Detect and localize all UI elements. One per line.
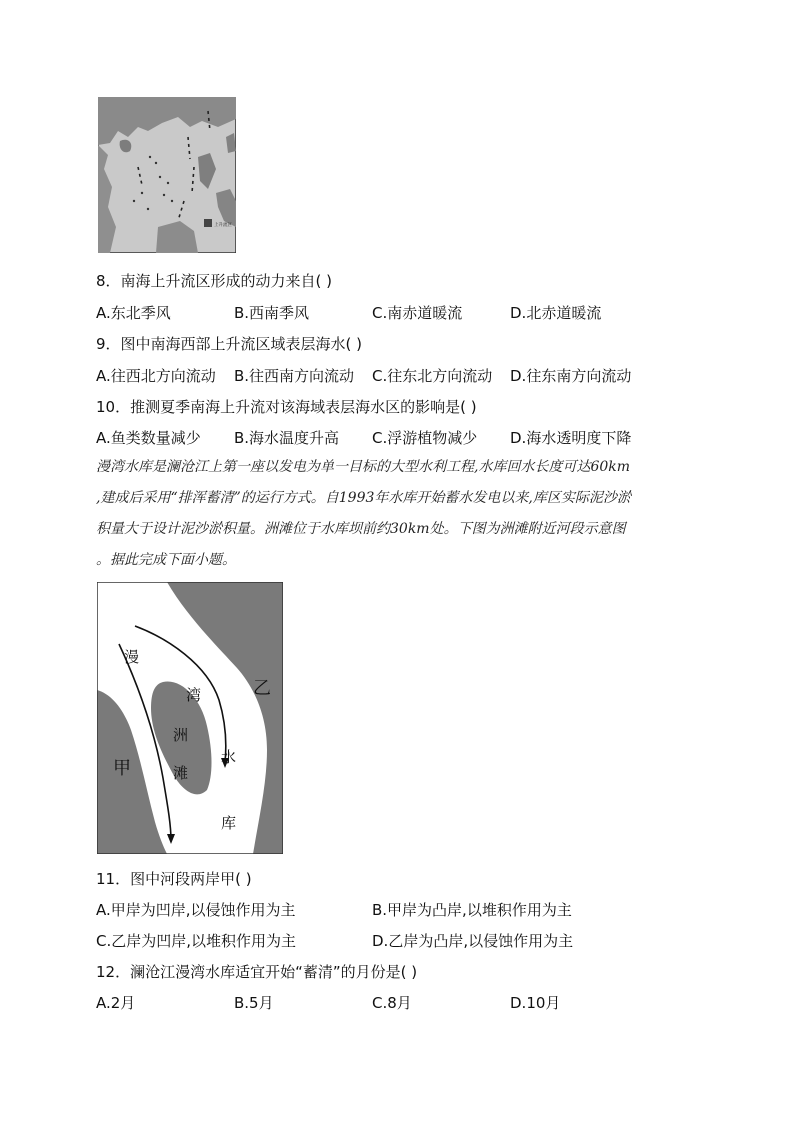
q12-option-a: A.2月 [96,994,136,1012]
map-legend-text: 上升流区 [214,223,232,228]
label-man: 漫 [124,648,140,666]
q12-option-c: C.8月 [372,994,412,1012]
q10-option-b: B.海水温度升高 [234,429,340,447]
question-9-stem: 9．图中南海西部上升流区域表层海水( ) [96,335,363,353]
label-tan: 滩 [173,764,189,782]
q9-option-c: C.往东北方向流动 [372,367,493,385]
passage-line: ,建成后采用“排浑蓄清”的运行方式。自1993年水库开始蓄水发电以来,库区实际泥沙淤 [96,490,631,506]
upwelling-map [98,97,236,253]
q9-option-d: D.往东南方向流动 [510,367,632,385]
q11-option-a: A.甲岸为凹岸,以侵蚀作用为主 [96,901,296,919]
q12-option-b: B.5月 [234,994,274,1012]
q11-option-b: B.甲岸为凸岸,以堆积作用为主 [372,901,572,919]
river-diagram-graphic [97,582,283,854]
passage [96,452,700,576]
label-yi-bank: 乙 [253,678,271,699]
q9-option-b: B.往西南方向流动 [234,367,355,385]
q8-option-d: D.北赤道暖流 [510,304,602,322]
q11-option-c: C.乙岸为凹岸,以堆积作用为主 [96,932,297,950]
label-wan: 湾 [186,686,202,704]
q12-option-d: D.10月 [510,994,561,1012]
q8-option-a: A.东北季风 [96,304,171,322]
q10-option-d: D.海水透明度下降 [510,429,632,447]
upwelling-map-graphic [98,97,236,253]
q8-option-b: B.西南季风 [234,304,310,322]
passage-line: 漫湾水库是澜沧江上第一座以发电为单一目标的大型水利工程,水库回水长度可达60km [96,459,631,475]
label-shui: 水 [221,748,237,766]
label-zhou: 洲 [173,726,189,744]
passage-line: 。据此完成下面小题。 [96,552,236,568]
question-8-stem: 8．南海上升流区形成的动力来自( ) [96,272,333,290]
question-10-stem: 10．推测夏季南海上升流对该海域表层海水区的影响是( ) [96,398,477,416]
river-diagram [97,582,283,854]
q8-option-c: C.南赤道暖流 [372,304,463,322]
question-12-stem: 12．澜沧江漫湾水库适宜开始“蓄清”的月份是( ) [96,963,418,981]
q10-option-a: A.鱼类数量减少 [96,429,201,447]
label-jia-bank: 甲 [113,758,131,779]
q10-option-c: C.浮游植物减少 [372,429,478,447]
q11-option-d: D.乙岸为凸岸,以侵蚀作用为主 [372,932,574,950]
q9-option-a: A.往西北方向流动 [96,367,216,385]
label-ku: 库 [221,814,237,832]
passage-line: 积量大于设计泥沙淤积量。洲滩位于水库坝前约30km处。下图为洲滩附近河段示意图 [96,521,626,537]
question-11-stem: 11．图中河段两岸甲( ) [96,870,252,888]
